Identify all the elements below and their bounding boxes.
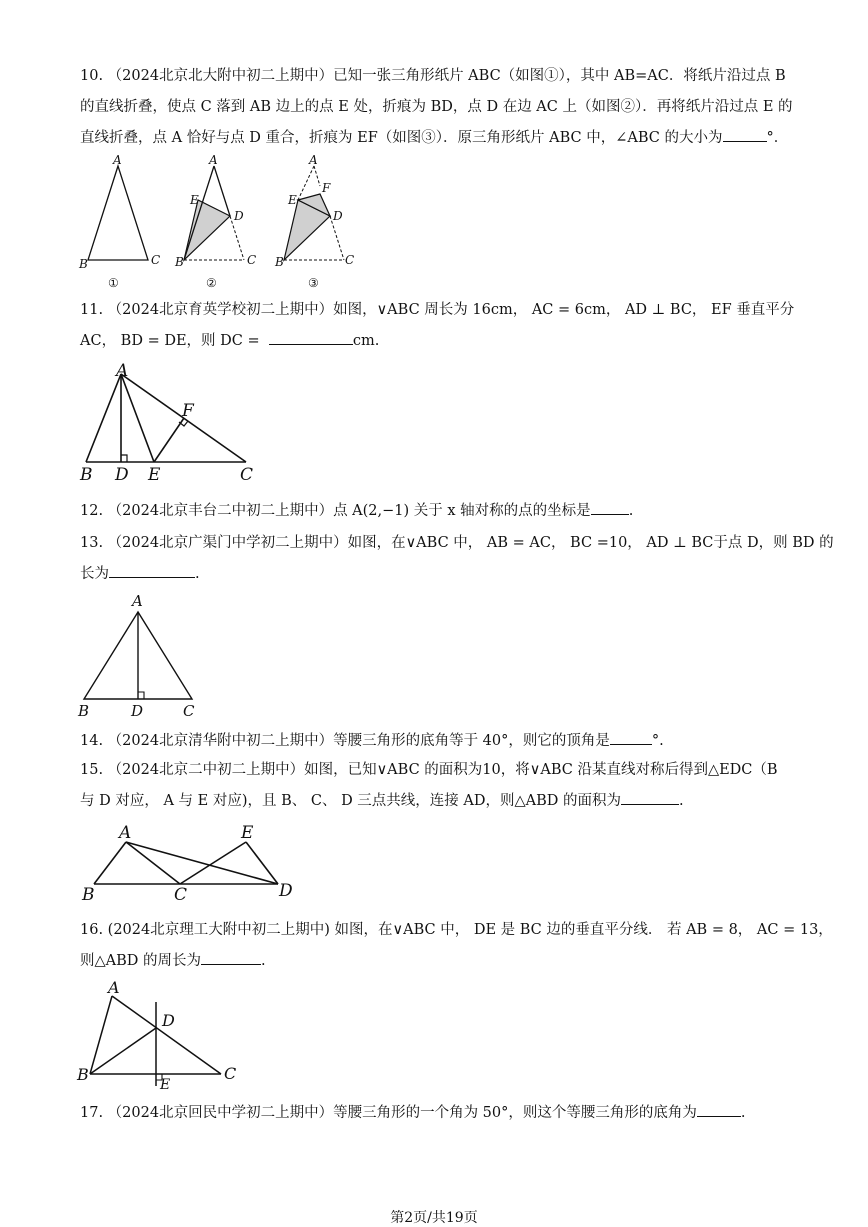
q11-label-e: E: [148, 465, 161, 485]
q10-f3-label-c: C: [345, 253, 355, 267]
q10-f1-label-b: B: [79, 257, 88, 271]
q11-line1: 11. （2024北京育英学校初二上期中）如图，∨ABC 周长为 16cm， AC = 6cm， AD ⊥ BC， EF 垂直平分: [80, 302, 795, 318]
q17-line1-end: .: [740, 1105, 746, 1121]
q16-line2-text: 则△ABD 的周长为: [80, 953, 202, 969]
q11-label-a: A: [116, 361, 129, 381]
q11-label-f: F: [182, 401, 194, 421]
q13-line2: [80, 563, 200, 584]
q10-f2-caption: ②: [206, 276, 217, 290]
q16-label-a: A: [108, 978, 120, 997]
q11-line2: [80, 330, 379, 351]
q10-line3-end: °．: [766, 130, 789, 146]
q10-figure-2: [172, 152, 272, 292]
q13-label-b: B: [78, 702, 90, 720]
q15-label-d: D: [279, 881, 293, 901]
q10-f2-label-c: C: [247, 253, 257, 267]
q11-figure: [76, 362, 276, 487]
q10-f3-caption: ③: [308, 276, 319, 290]
q16-label-c: C: [224, 1064, 237, 1083]
q10-f2-label-a: A: [209, 153, 218, 167]
q10-line3-text: 直线折叠，点 A 恰好与点 D 重合，折痕为 EF（如图③）．原三角形纸片 ABC 中，∠ABC 的大小为: [80, 130, 723, 146]
q10-line1: 10. （2024北京北大附中初二上期中）已知一张三角形纸片 ABC（如图①），其中 AB=AC．将纸片沿过点 B: [80, 68, 786, 84]
q10-f3-label-d: D: [333, 209, 343, 223]
q12-answer-blank[interactable]: [591, 500, 629, 515]
q16-label-e: E: [160, 1077, 171, 1093]
q10-line2: 的直线折叠，使点 C 落到 AB 边上的点 E 处，折痕为 BD，点 D 在边 AC 上（如图②）．再将纸片沿过点 E 的: [80, 99, 793, 115]
q14-answer-blank[interactable]: [610, 730, 652, 745]
q12-line1: [80, 500, 633, 521]
q13-label-d: D: [131, 702, 144, 720]
q10-figure-3: [272, 152, 372, 292]
q13-label-a: A: [132, 592, 143, 610]
q11-line2-text: AC， BD = DE，则 DC =: [80, 333, 260, 349]
q12-line1-text: 12. （2024北京丰台二中初二上期中）点 A(2,−1) 关于 x 轴对称的点的坐标是: [80, 503, 591, 519]
q12-line1-end: .: [628, 503, 634, 519]
q15-line2: [80, 790, 684, 811]
q11-label-c: C: [240, 465, 254, 485]
q15-answer-blank[interactable]: [621, 790, 679, 805]
q13-line1: 13. （2024北京广渠门中学初二上期中）如图，在∨ABC 中， AB = AC， BC =10， AD ⊥ BC于点 D，则 BD 的: [80, 535, 834, 551]
q10-answer-blank[interactable]: [723, 127, 767, 142]
q15-label-c: C: [174, 885, 188, 905]
q16-answer-blank[interactable]: [201, 950, 261, 965]
q16-label-b: B: [77, 1065, 89, 1084]
q10-f3-label-a: A: [309, 153, 318, 167]
q10-f3-label-b: B: [275, 255, 284, 269]
q10-f2-label-b: B: [175, 255, 184, 269]
q14-line1-text: 14. （2024北京清华附中初二上期中）等腰三角形的底角等于 40°，则它的顶角是: [80, 733, 610, 749]
q17-answer-blank[interactable]: [697, 1102, 741, 1117]
q10-f2-label-e: E: [190, 193, 199, 207]
q17-line1-text: 17. （2024北京回民中学初二上期中）等腰三角形的一个角为 50°，则这个等腰三角形的底角为: [80, 1105, 697, 1121]
q11-label-d: D: [115, 465, 129, 485]
q16-figure: [76, 978, 246, 1093]
q10-f1-label-a: A: [113, 153, 122, 167]
q13-line2-end: .: [195, 566, 200, 582]
q15-line1: 15. （2024北京二中初二上期中）如图，已知∨ABC 的面积为10，将∨ABC 沿某直线对称后得到△EDC（B: [80, 762, 778, 778]
q11-line2-end: cm.: [352, 333, 380, 349]
q13-figure: [76, 592, 206, 720]
q13-answer-blank[interactable]: [109, 563, 195, 578]
q11-answer-blank[interactable]: [269, 330, 353, 345]
q10-f2-label-d: D: [234, 209, 244, 223]
q10-figure-1: [76, 152, 166, 292]
q17-line1: [80, 1102, 746, 1123]
page-footer: 第2页/共19页: [390, 1210, 478, 1226]
q15-label-a: A: [119, 823, 132, 843]
q15-line2-end: .: [679, 793, 684, 809]
q15-figure: [78, 820, 300, 905]
q13-line2-text: 长为: [80, 566, 109, 582]
q14-line1-end: °.: [651, 733, 664, 749]
q13-label-c: C: [183, 702, 195, 720]
q10-f3-label-e: E: [288, 193, 297, 207]
q10-f3-label-f: F: [322, 181, 331, 195]
q16-label-d: D: [162, 1011, 175, 1030]
q10-f1-caption: ①: [108, 276, 119, 290]
q15-line2-text: 与 D 对应， A 与 E 对应)，且 B、 C、 D 三点共线，连接 AD，则△ABD 的面积为: [80, 793, 622, 809]
q15-label-b: B: [82, 885, 95, 905]
q10-f1-label-c: C: [151, 253, 161, 267]
q11-label-b: B: [80, 465, 93, 485]
q15-label-e: E: [241, 823, 254, 843]
q14-line1: [80, 730, 664, 751]
q10-line3: [80, 127, 788, 148]
q16-line2: [80, 950, 266, 971]
q16-line1: 16. (2024北京理工大附中初二上期中) 如图，在∨ABC 中， DE 是 BC 边的垂直平分线． 若 AB = 8， AC = 13，: [80, 922, 833, 938]
q16-line2-end: .: [261, 953, 266, 969]
